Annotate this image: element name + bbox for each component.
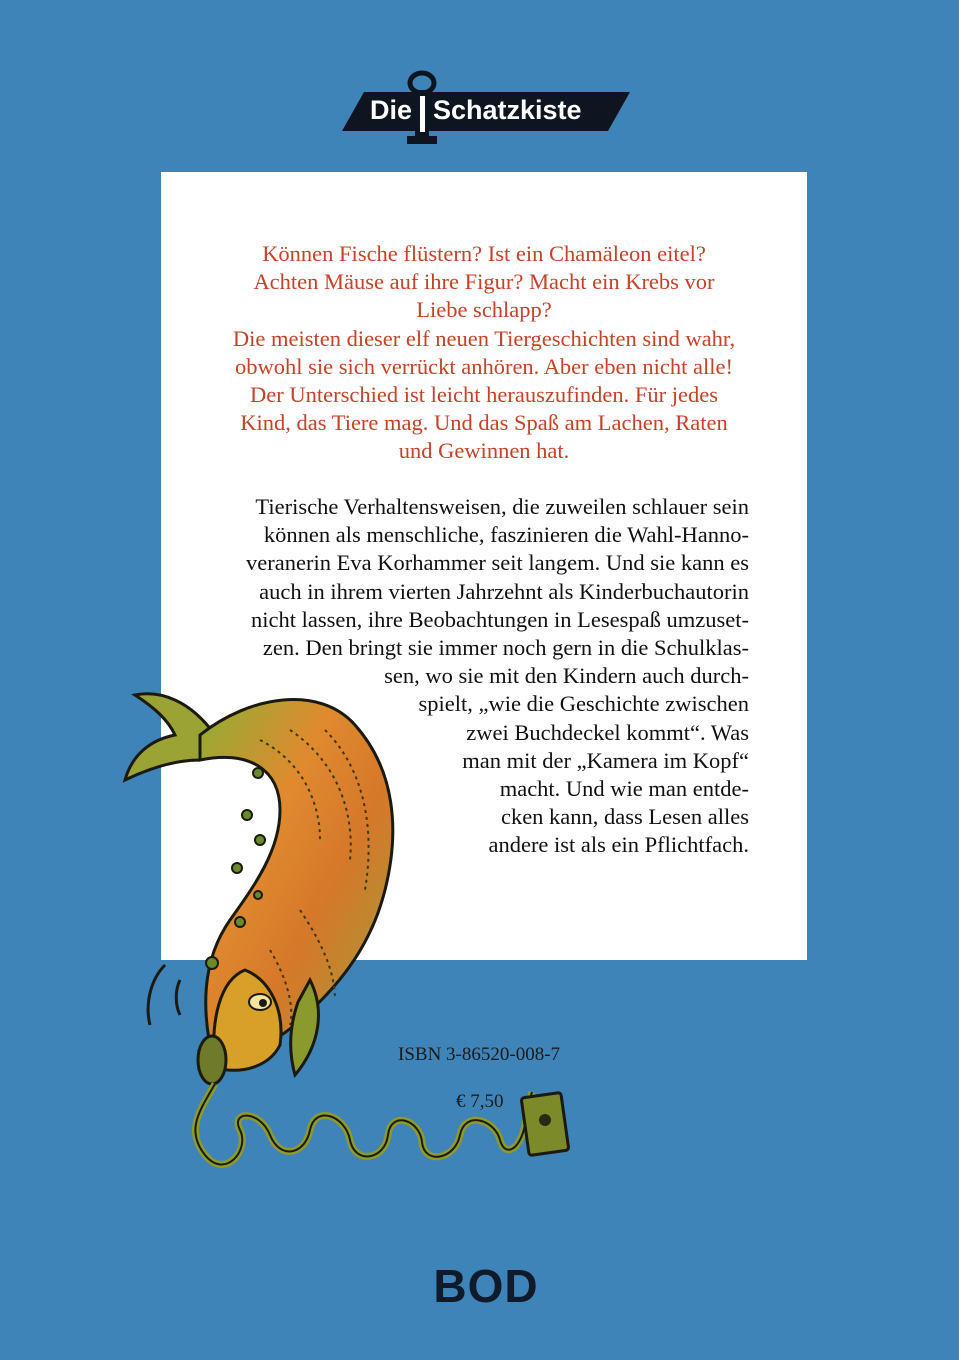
teaser-text [161, 240, 807, 466]
bio-line: zwei Buchdeckel kommt“. Was [466, 719, 749, 745]
bio-line: veranerin Eva Korhammer seit langem. Und sie kann es [246, 550, 749, 576]
teaser-line: Liebe schlapp? [416, 297, 552, 323]
bio-line: nicht lassen, ihre Beobachtungen in Lesespaß umzuset- [251, 606, 749, 632]
teaser-line: Der Unterschied ist leicht herauszufinden. Für jedes [250, 382, 718, 408]
teaser-line: Können Fische flüstern? Ist ein Chamäleon eitel? [262, 241, 706, 266]
bio-line: können als menschliche, faszinieren die Wahl-Hanno- [263, 522, 749, 548]
bio-line: sen, wo sie mit den Kindern auch durch- [384, 663, 749, 689]
bio-line: spielt, „wie die Geschichte zwischen [418, 691, 749, 717]
author-bio [161, 493, 749, 860]
publisher-logo: BOD [433, 1260, 539, 1312]
bio-line: cken kann, dass Lesen alles [500, 804, 749, 830]
teaser-line: obwohl sie sich verrückt anhören. Aber eben nicht alle! [235, 353, 733, 379]
bio-line: Tierische Verhaltensweisen, die zuweilen schlauer sein [255, 494, 749, 519]
teaser-line: Die meisten dieser elf neuen Tiergeschichten sind wahr, [232, 325, 736, 351]
series-name: Schatzkiste [433, 95, 582, 125]
isbn: ISBN 3-86520-008-7 [398, 1044, 561, 1065]
bio-line: auch in ihrem vierten Jahrzehnt als Kinderbuchautorin [259, 578, 749, 604]
series-prefix: Die [370, 95, 413, 125]
bio-line: zen. Den bringt sie immer noch gern in die Schulklas- [262, 635, 749, 661]
bio-line: macht. Und wie man entde- [499, 776, 749, 802]
teaser-line: Achten Mäuse auf ihre Figur? Macht ein Krebs vor [253, 269, 715, 295]
teaser-line: Kind, das Tiere mag. Und das Spaß am Lachen, Raten [240, 410, 728, 436]
bio-line: man mit der „Kamera im Kopf“ [462, 747, 749, 773]
teaser-line: und Gewinnen hat. [398, 438, 570, 464]
bio-line: andere ist als ein Pflichtfach. [488, 832, 749, 858]
price: € 7,50 [456, 1091, 504, 1112]
